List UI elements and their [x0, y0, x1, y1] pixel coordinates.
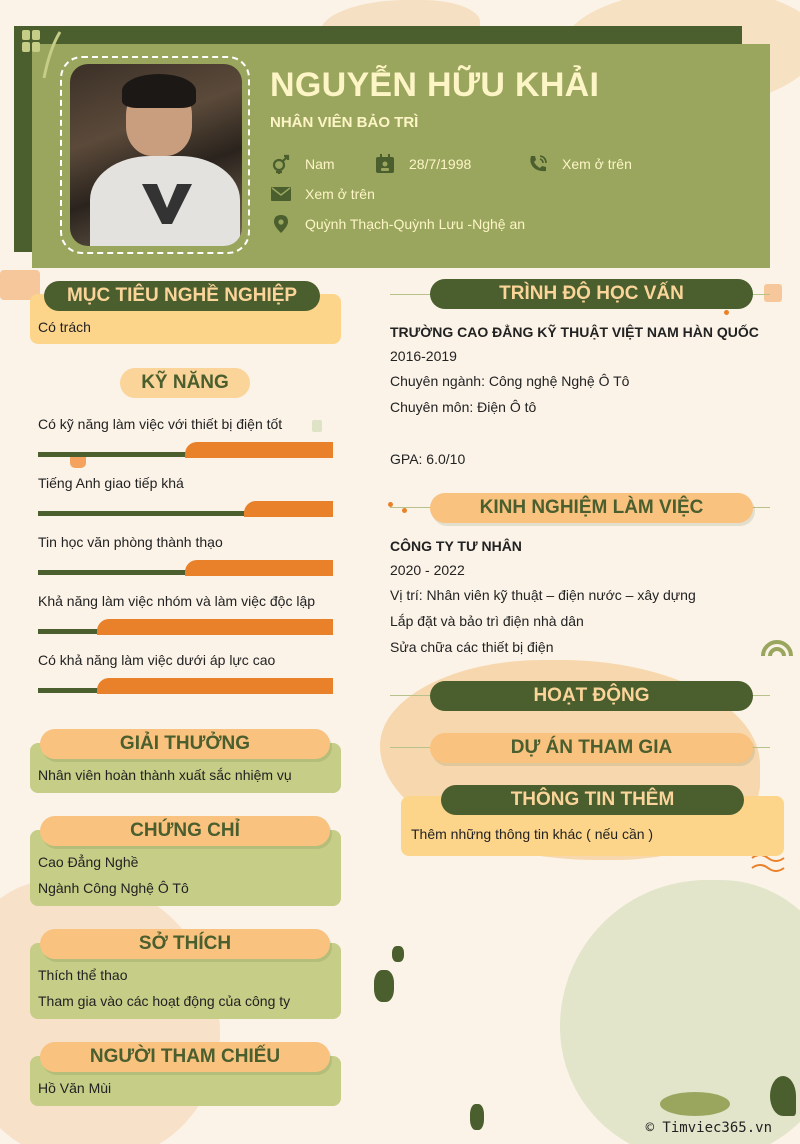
job-title: NHÂN VIÊN BẢO TRÌ	[270, 114, 419, 131]
address-row	[270, 213, 525, 235]
skill-level-bar	[38, 442, 333, 458]
leaf-icon	[660, 1092, 730, 1116]
experience-period: 2020 - 2022	[390, 562, 465, 578]
calendar-icon	[374, 153, 396, 175]
skill-label: Tiếng Anh giao tiếp khá	[38, 475, 184, 491]
awards-heading: GIẢI THƯỞNG	[40, 729, 330, 759]
education-gpa: GPA: 6.0/10	[390, 451, 466, 467]
gender-icon	[270, 153, 292, 175]
experience-item: Lắp đặt và bảo trì điện nhà dân	[390, 613, 584, 629]
phone-icon	[527, 153, 549, 175]
email-text: Xem ở trên	[305, 186, 375, 202]
hobbies-heading: SỞ THÍCH	[40, 929, 330, 959]
more-info-heading: THÔNG TIN THÊM	[441, 785, 744, 815]
skill-label: Khả năng làm việc nhóm và làm việc độc lập	[38, 593, 316, 609]
education-major: Chuyên ngành: Công nghệ Nghệ Ô Tô	[390, 373, 630, 389]
school-name: TRƯỜNG CAO ĐẲNG KỸ THUẬT VIỆT NAM HÀN QUỐC	[390, 324, 759, 340]
leaf-icon	[470, 1104, 484, 1130]
address-text: Quỳnh Thạch-Quỳnh Lưu -Nghệ an	[305, 216, 526, 232]
hobby-item: Thích thể thao	[38, 967, 128, 983]
projects-heading: DỰ ÁN THAM GIA	[430, 733, 753, 763]
education-heading: TRÌNH ĐỘ HỌC VẤN	[430, 279, 753, 309]
birthday-text: 28/7/1998	[409, 156, 472, 172]
experience-item: Vị trí: Nhân viên kỹ thuật – điện nước – xây dựng	[390, 587, 696, 603]
skill-label: Tin học văn phòng thành thạo	[38, 534, 223, 550]
awards-text: Nhân viên hoàn thành xuất sắc nhiệm vụ	[38, 767, 292, 783]
decor-blob	[312, 420, 322, 432]
gender-row	[270, 153, 335, 175]
skill-label: Có khả năng làm việc dưới áp lực cao	[38, 652, 276, 668]
birthday-row	[374, 153, 471, 175]
references-heading: NGƯỜI THAM CHIẾU	[40, 1042, 330, 1072]
activities-heading: HOẠT ĐỘNG	[430, 681, 753, 711]
education-period: 2016-2019	[390, 348, 457, 364]
watermark: © Timviec365.vn	[645, 1120, 772, 1136]
references-text: Hồ Văn Mùi	[38, 1080, 112, 1096]
decor-dot	[402, 508, 407, 513]
more-info-text: Thêm những thông tin khác ( nếu cần )	[411, 826, 654, 842]
objective-text: Có trách	[38, 319, 91, 335]
certificate-item: Ngành Công Nghệ Ô Tô	[38, 880, 189, 896]
phone-row	[527, 153, 632, 175]
skill-level-bar	[38, 501, 333, 517]
certificates-heading: CHỨNG CHỈ	[40, 816, 330, 846]
location-pin-icon	[270, 213, 292, 235]
education-specialty: Chuyên môn: Điện Ô tô	[390, 399, 537, 415]
skills-heading: KỸ NĂNG	[120, 368, 250, 398]
email-row	[270, 183, 375, 205]
leaf-icon	[770, 1076, 796, 1116]
avatar	[70, 64, 242, 246]
hobby-item: Tham gia vào các hoạt động của công ty	[38, 993, 291, 1009]
leaf-icon	[374, 970, 394, 1002]
leaf-decor-icon	[20, 28, 64, 82]
rainbow-icon	[760, 624, 794, 658]
skill-level-bar	[38, 678, 333, 694]
decor-blob	[764, 284, 782, 302]
gender-text: Nam	[305, 156, 335, 172]
company-name: CÔNG TY TƯ NHÂN	[390, 538, 522, 554]
mail-icon	[270, 183, 292, 205]
phone-text: Xem ở trên	[562, 156, 632, 172]
candidate-name: NGUYỄN HỮU KHẢI	[270, 66, 600, 104]
experience-item: Sửa chữa các thiết bị điện	[390, 639, 554, 655]
objective-heading: MỤC TIÊU NGHỀ NGHIỆP	[44, 281, 320, 311]
skill-level-bar	[38, 560, 333, 576]
experience-heading: KINH NGHIỆM LÀM VIỆC	[430, 493, 753, 523]
leaf-icon	[392, 946, 404, 962]
skill-level-bar	[38, 619, 333, 635]
certificate-item: Cao Đẳng Nghề	[38, 854, 139, 870]
skill-label: Có kỹ năng làm việc với thiết bị điện tốt	[38, 416, 283, 432]
decor-dot	[724, 310, 729, 315]
